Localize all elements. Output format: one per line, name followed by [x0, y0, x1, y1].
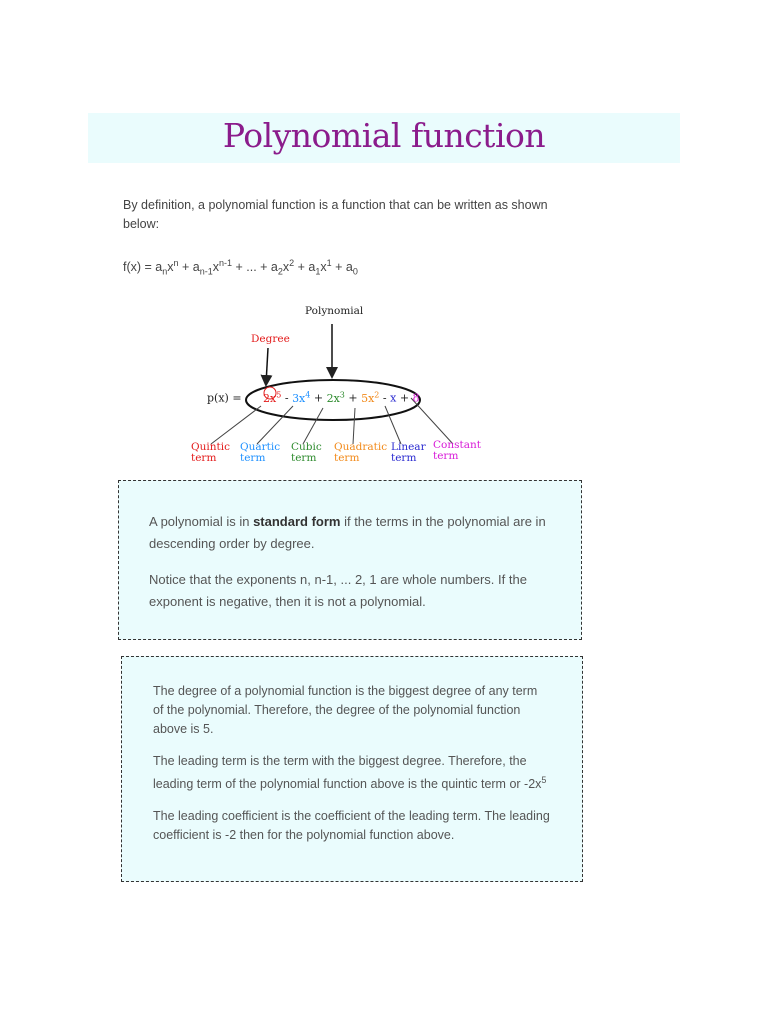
label-linear: Linear term [391, 441, 426, 464]
term-constant: 8 [412, 391, 420, 405]
label-quartic: Quartic term [240, 441, 281, 464]
page-title: Polynomial function [222, 116, 546, 155]
term-linear: x [390, 391, 397, 405]
leading-coefficient-paragraph: The leading coefficient is the coefficient of the leading term. The leading coefficient is -2 then for the polynomial function above. [153, 809, 550, 843]
standard-form-paragraph: A polynomial is in standard form if the terms in the polynomial are in descending order by degree. [149, 514, 546, 551]
polynomial-diagram [123, 296, 543, 476]
exponent-note-paragraph: Notice that the exponents n, n-1, ... 2, 1 are whole numbers. If the exponent is negative, then it is not a polynomial. [149, 572, 527, 609]
degree-label: Degree [251, 333, 290, 345]
leading-term-paragraph: The leading term is the term with the biggest degree. Therefore, the leading term of the polynomial function above is the quintic term or $-2x^5$ [153, 754, 547, 792]
polynomial-label: Polynomial [305, 305, 364, 317]
quintic-pointer [211, 406, 261, 444]
term-quintic: $2x^5$ [263, 390, 282, 405]
intro-paragraph: By definition, a polynomial function is a function that can be written as shown below: [123, 198, 548, 231]
label-constant: Constant term [433, 439, 481, 462]
quadratic-pointer [353, 408, 355, 444]
standard-form-term: standard form [253, 514, 341, 529]
constant-pointer [411, 398, 453, 444]
degree-paragraph: The degree of a polynomial function is the biggest degree of any term of the polynomial. Therefore, the degree of the polynomial function above is 5. [153, 684, 538, 736]
cubic-pointer [303, 408, 323, 444]
degree-arrow [266, 348, 268, 384]
label-quadratic: Quadratic term [334, 441, 388, 464]
standard-form-box [118, 480, 582, 640]
term-cubic: $2x^3$ [326, 390, 345, 405]
linear-pointer [385, 406, 401, 444]
label-cubic: Cubic term [291, 441, 322, 464]
label-quintic: Quintic term [191, 441, 230, 464]
polynomial-equation: $p(x) = 2x^5 - 3x^4 + 2x^3 + 5x^2 - x + 8$ [207, 390, 420, 405]
general-formula: $f(x) = a_nx^n + a_{n-1}x^{n-1}$ + ... + $a_2x^2 + a_1x^1 + a_0$ [123, 258, 358, 277]
term-quartic: $3x^4$ [292, 390, 311, 405]
degree-box [121, 656, 583, 882]
term-quadratic: $5x^2$ [361, 390, 380, 405]
